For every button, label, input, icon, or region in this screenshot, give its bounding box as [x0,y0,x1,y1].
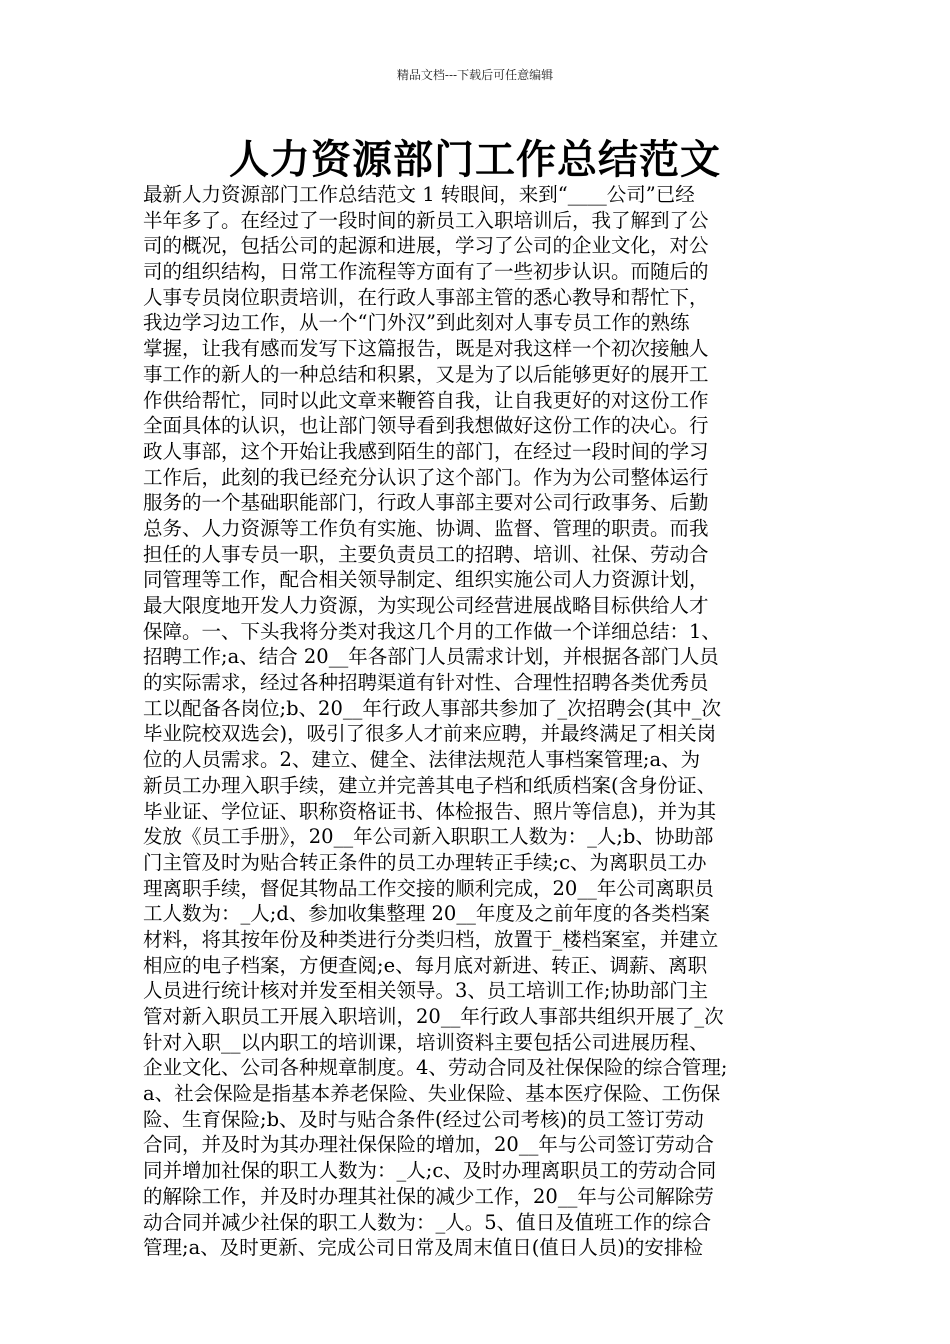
text-line: 招聘工作;a、结合 20__年各部门人员需求计划，并根据各部门人员 [143,645,719,669]
text-line: 服务的一个基础职能部门，行政人事部主要对公司行政事务、后勤 [143,491,709,515]
text-line: 理离职手续，督促其物品工作交接的顺利完成，20__年公司离职员 [143,876,714,900]
text-line: 动合同并减少社保的职工人数为：_人。5、值日及值班工作的综合 [143,1210,712,1234]
body-text [143,182,818,1261]
text-line: 事工作的新人的一种总结和积累，又是为了以后能够更好的展开工 [143,362,709,386]
text-line: 司的概况，包括公司的起源和进展，学习了公司的企业文化，对公 [143,234,709,258]
text-line: 门主管及时为贴合转正条件的员工办理转正手续;c、为离职员工办 [143,850,707,874]
text-line: 企业文化、公司各种规章制度。4、劳动合同及社保保险的综合管理; [143,1056,728,1080]
document-title: 人力资源部门工作总结范文 [229,137,721,183]
text-line: 位的人员需求。2、建立、健全、法律法规范人事档案管理;a、为 [143,748,701,772]
text-line: 全面具体的认识，也让部门领导看到我想做好这份工作的决心。行 [143,414,709,438]
text-line: 材料，将其按年份及种类进行分类归档，放置于_楼档案室，并建立 [143,927,719,951]
text-line: 相应的电子档案，方便查阅;e、每月底对新进、转正、调薪、离职 [143,953,708,977]
text-line: 合同，并及时为其办理社保保险的增加，20__年与公司签订劳动合 [143,1133,714,1157]
text-line: 最新人力资源部门工作总结范文 1 转眼间，来到“____公司”已经 [143,183,695,206]
text-line: 作供给帮忙，同时以此文章来鞭笞自我，让自我更好的对这份工作 [143,388,709,412]
text-line: 工人数为：_人;d、参加收集整理 20__年度及之前年度的各类档案 [143,902,710,926]
text-line: 管理;a、及时更新、完成公司日常及周末值日(值日人员)的安排检 [143,1236,703,1260]
text-line: 司的组织结构，日常工作流程等方面有了一些初步认识。而随后的 [143,260,709,284]
text-line: 工以配备各岗位;b、20__年行政人事部共参加了_次招聘会(其中_次 [143,696,721,720]
text-line: 担任的人事专员一职，主要负责员工的招聘、培训、社保、劳动合 [143,542,709,566]
text-line: 管对新入职员工开展入职培训，20__年行政人事部共组织开展了_次 [143,1005,724,1028]
text-line: 最大限度地开发人力资源，为实现公司经营进展战略目标供给人才 [143,594,709,617]
text-line: 同管理等工作，配合相关领导制定、组织实施公司人力资源计划， [143,568,709,592]
text-line: 发放《员工手册》，20__年公司新入职职工人数为：_人;b、协助部 [143,825,714,849]
text-line: 毕业证、学位证、职称资格证书、体检报告、照片等信息)，并为其 [143,799,717,823]
text-line: 同并增加社保的职工人数为：_人;c、及时办理离职员工的劳动合同 [143,1159,717,1183]
text-line: 掌握，让我有感而发写下这篇报告，既是对我这样一个初次接触人 [143,337,709,361]
text-line: 我边学习边工作，从一个“门外汉”到此刻对人事专员工作的熟练 [143,311,690,335]
text-line: 保障。一、下头我将分类对我这几个月的工作做一个详细总结：1、 [143,619,721,643]
text-line: 险、生育保险;b、及时与贴合条件(经过公司考核)的员工签订劳动 [143,1107,704,1131]
text-line: 的实际需求，经过各种招聘渠道有针对性、合理性招聘各类优秀员 [143,671,709,695]
text-line: a、社会保险是指基本养老保险、失业保险、基本医疗保险、工伤保 [143,1082,721,1106]
text-line: 人员进行统计核对并发至相关领导。3、员工培训工作;协助部门主 [143,979,708,1003]
text-line: 针对入职__以内职工的培训课，培训资料主要包括公司进展历程、 [143,1030,709,1054]
text-line: 的解除工作，并及时办理其社保的减少工作，20__年与公司解除劳 [143,1184,714,1208]
text-line: 新员工办理入职手续，建立并完善其电子档和纸质档案(含身份证、 [143,773,717,797]
text-line: 人事专员岗位职责培训，在行政人事部主管的悉心教导和帮忙下， [143,285,709,309]
text-line: 工作后，此刻的我已经充分认识了这个部门。作为为公司整体运行 [143,465,709,489]
text-line: 毕业院校双选会)，吸引了很多人才前来应聘，并最终满足了相关岗 [143,722,717,746]
text-line: 总务、人力资源等工作负有实施、协调、监督、管理的职责。而我 [143,516,709,540]
text-line: 半年多了。在经过了一段时间的新员工入职培训后，我了解到了公 [143,208,709,232]
header-note: 精品文档---下载后可任意编辑 [396,68,554,82]
text-line: 政人事部，这个开始让我感到陌生的部门，在经过一段时间的学习 [143,439,709,463]
